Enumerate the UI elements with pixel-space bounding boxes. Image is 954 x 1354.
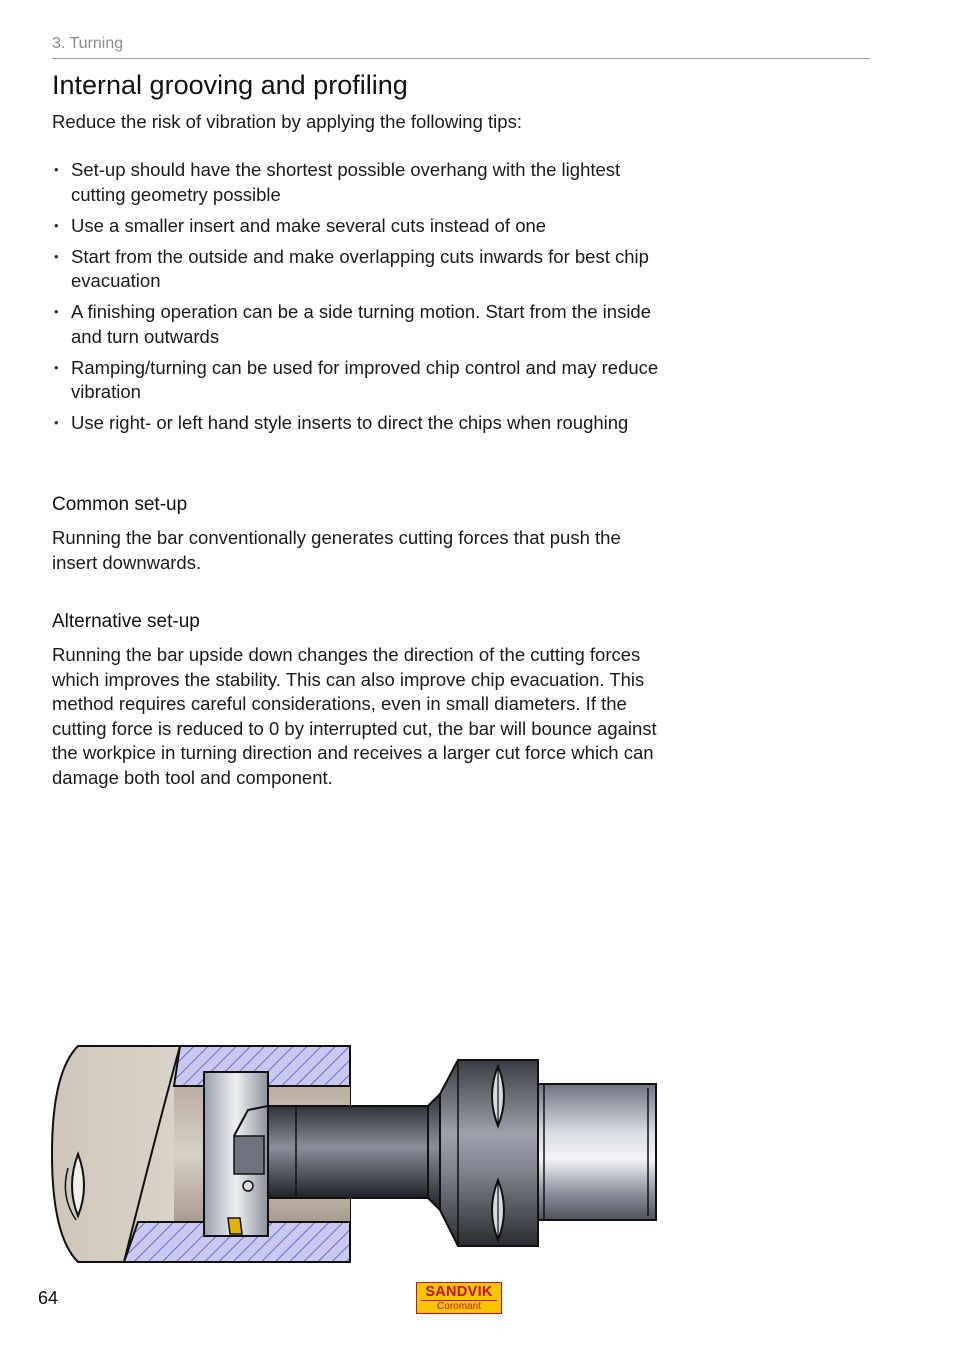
common-setup-heading: Common set-up [52,494,188,515]
tip-item: • Start from the outside and make overlapping cuts inwards for best chip evacuation [52,245,672,294]
tip-item: • Ramping/turning can be used for improved chip control and may reduce vibration [52,356,672,405]
page-number: 64 [38,1288,59,1308]
logo-name: SANDVIK [425,1284,493,1300]
tips-list [52,158,672,442]
section-label: 3. Turning [52,35,124,52]
page-title: Internal grooving and profiling [52,70,408,100]
illustration-svg [48,1036,668,1268]
alternative-setup-heading: Alternative set-up [52,611,200,632]
sandvik-coromant-logo [416,1282,502,1314]
intro-text: Reduce the risk of vibration by applying the following tips: [52,111,522,132]
tip-item: • Use a smaller insert and make several cuts instead of one [52,214,672,239]
alternative-setup-text: Running the bar upside down changes the direction of the cutting forces which improves the stability. This can also improve chip evacuation. This method requires careful considerations, even in small diameters. If the cutting force is reduced to 0 by interrupted cut, the bar will bounce against the workpice in turning direction and receives a larger cut force which can damage both tool and component. [52,644,657,788]
tip-item: • Use right- or left hand style inserts to direct the chips when roughing [52,411,672,436]
logo-sub: Coromant [421,1300,497,1312]
header-divider [52,58,870,59]
tip-item: • A finishing operation can be a side turning motion. Start from the inside and turn outwards [52,300,672,349]
boring-bar-illustration [48,1036,668,1268]
tip-item: • Set-up should have the shortest possible overhang with the lightest cutting geometry possible [52,158,672,207]
common-setup-text: Running the bar conventionally generates cutting forces that push the insert downwards. [52,527,621,573]
